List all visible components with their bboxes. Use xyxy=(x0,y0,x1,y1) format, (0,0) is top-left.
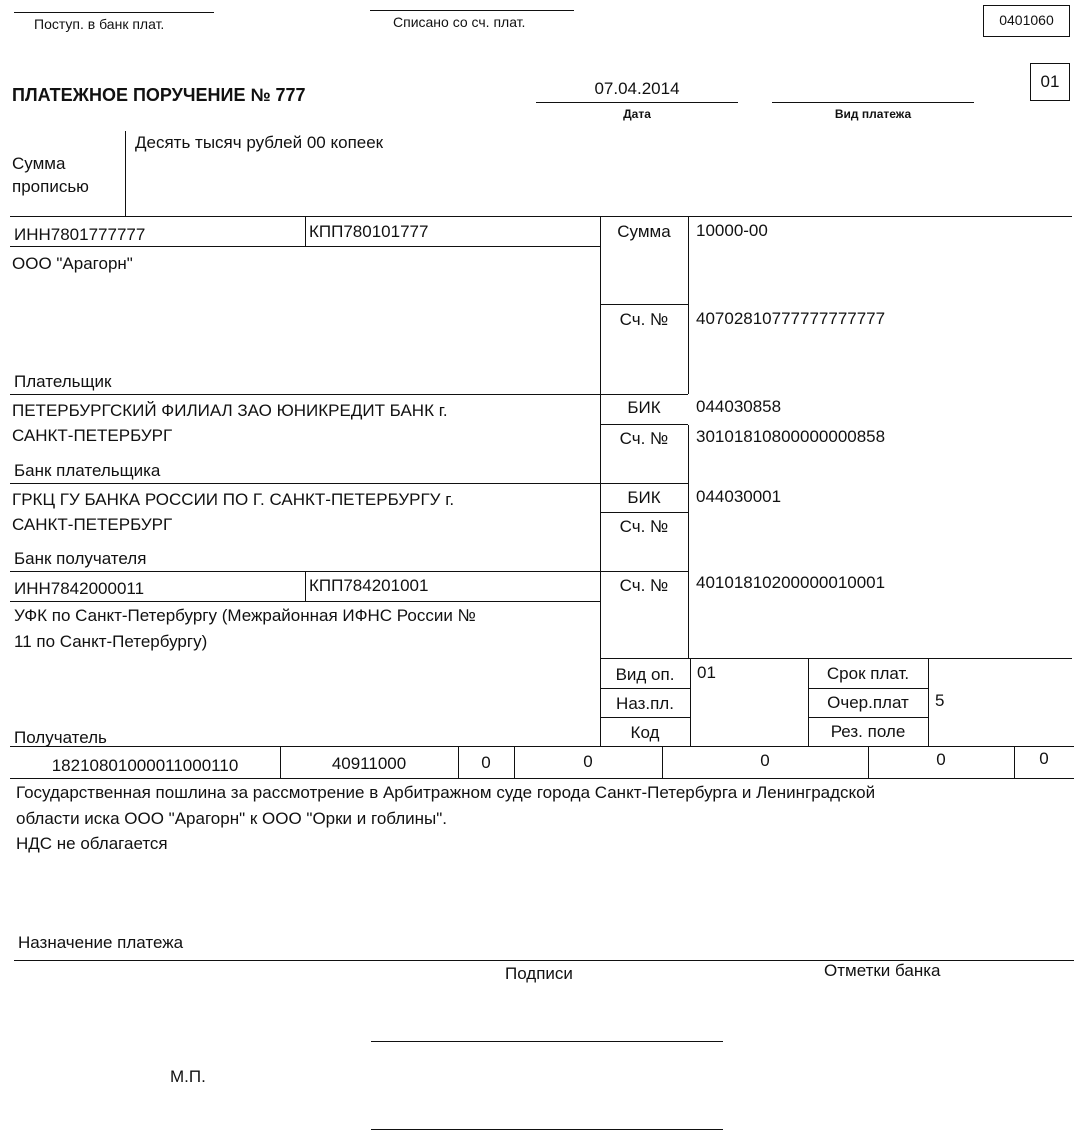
srok-plat-label: Срок плат. xyxy=(826,664,910,683)
tax-doc-date: 0 xyxy=(936,750,946,769)
kod-label: Код xyxy=(630,723,660,742)
payee-kpp: КПП784201001 xyxy=(309,576,429,595)
payer-bank-label: Банк плательщика xyxy=(14,461,161,480)
payee-bank-bik-value: 044030001 xyxy=(696,487,782,506)
date-value: 07.04.2014 xyxy=(594,79,680,98)
amount-value: 10000-00 xyxy=(696,221,768,240)
signature-line-1 xyxy=(371,1041,723,1042)
naz-pl-label: Наз.пл. xyxy=(616,694,674,713)
labels-column-right-1 xyxy=(688,216,689,394)
payee-acc-value: 40101810200000010001 xyxy=(696,573,886,592)
amount-bottom-line xyxy=(600,304,688,305)
payee-bank-bik-line xyxy=(600,512,688,513)
payee-inn-kpp-divider xyxy=(305,571,306,602)
tax-basis: 0 xyxy=(481,753,491,772)
payer-account-value: 40702810777777777777 xyxy=(696,309,886,328)
payer-bottom-line xyxy=(10,394,688,395)
bank-marks-label: Отметки банка xyxy=(824,961,941,980)
operation-row-3-line-right xyxy=(808,717,928,718)
payer-bank-acc-label: Сч. № xyxy=(619,429,669,448)
amount-words-value: Десять тысяч рублей 00 копеек xyxy=(135,133,384,152)
payee-acc-label: Сч. № xyxy=(619,576,669,595)
tax-kbk: 18210801000011000110 xyxy=(51,756,239,775)
received-label: Поступ. в банк плат. xyxy=(34,16,165,32)
purpose-line-1: Государственная пошлина за рассмотрение в Арбитражном суде города Санкт-Петербурга и Ленинградской xyxy=(16,783,876,802)
payee-bank-acc-label: Сч. № xyxy=(619,517,669,536)
tax-type: 0 xyxy=(1039,749,1049,768)
payer-name: ООО "Арагорн" xyxy=(12,254,133,273)
rez-pole-label: Рез. поле xyxy=(830,722,906,741)
payer-inn-kpp-divider xyxy=(305,216,306,247)
purpose-line-3: НДС не облагается xyxy=(16,834,168,853)
payer-label: Плательщик xyxy=(14,372,112,391)
ocher-plat-value: 5 xyxy=(935,691,945,710)
payee-bank-label: Банк получателя xyxy=(14,549,147,568)
payee-name-2: 11 по Санкт-Петербургу) xyxy=(14,632,208,651)
payer-kpp: КПП780101777 xyxy=(309,222,429,241)
amount-label: Сумма xyxy=(617,222,671,241)
payee-bank-name-1: ГРКЦ ГУ БАНКА РОССИИ ПО Г. САНКТ-ПЕТЕРБУРГУ г. xyxy=(12,490,455,509)
status-code: 01 xyxy=(1040,72,1060,91)
payee-label: Получатель xyxy=(14,728,107,747)
operation-row-3-line-left xyxy=(600,717,690,718)
payer-bank-name-2: САНКТ-ПЕТЕРБУРГ xyxy=(12,426,173,445)
date-line xyxy=(536,102,738,103)
payee-bank-name-2: САНКТ-ПЕТЕРБУРГ xyxy=(12,515,173,534)
payee-bank-bik-label: БИК xyxy=(627,488,661,507)
payer-bank-bottom-line xyxy=(10,483,688,484)
payer-bank-bik-label: БИК xyxy=(627,398,661,417)
signatures-label: Подписи xyxy=(505,964,573,983)
payment-type-label: Вид платежа xyxy=(834,107,912,121)
purpose-line-2: области иска ООО "Арагорн" к ООО "Орки и гоблины". xyxy=(16,809,448,828)
stamp-label: М.П. xyxy=(170,1067,206,1086)
purpose-label: Назначение платежа xyxy=(18,933,184,952)
received-line xyxy=(14,12,214,13)
tax-row-top-line xyxy=(10,746,1074,747)
tax-row-bottom-line xyxy=(10,778,1074,779)
payment-type-line xyxy=(772,102,974,103)
operation-top-line xyxy=(600,658,1072,659)
payee-inn: ИНН7842000011 xyxy=(14,579,145,598)
vid-op-value: 01 xyxy=(697,663,716,682)
date-label: Дата xyxy=(623,107,651,121)
debited-line xyxy=(370,10,574,11)
payer-bank-bik-line xyxy=(600,424,688,425)
operation-row-2-line-left xyxy=(600,688,690,689)
grid-top-line xyxy=(10,216,1072,217)
signature-line-2 xyxy=(371,1129,723,1130)
payer-inn: ИНН7801777777 xyxy=(14,225,146,244)
payer-bank-bik-value: 044030858 xyxy=(696,397,782,416)
amount-words-divider xyxy=(125,131,126,216)
debited-label: Списано со сч. плат. xyxy=(393,14,526,30)
operation-row-2-line-right xyxy=(808,688,928,689)
tax-oktmo: 40911000 xyxy=(331,754,407,773)
amount-words-label-2: прописью xyxy=(12,177,89,196)
payer-account-label: Сч. № xyxy=(619,310,669,329)
tax-period: 0 xyxy=(583,752,593,771)
amount-words-label-1: Сумма xyxy=(12,154,66,173)
tax-doc-number: 0 xyxy=(760,751,770,770)
payer-bank-acc-value: 30101810800000000858 xyxy=(696,427,886,446)
payee-bank-bottom-line xyxy=(10,571,688,572)
labels-column-right-3 xyxy=(690,658,691,746)
page-title: ПЛАТЕЖНОЕ ПОРУЧЕНИЕ № 777 xyxy=(12,85,306,105)
ocher-plat-label: Очер.плат xyxy=(827,693,909,712)
vid-op-label: Вид оп. xyxy=(615,665,675,684)
operation-divider-2 xyxy=(928,658,929,746)
payer-bank-name-1: ПЕТЕРБУРГСКИЙ ФИЛИАЛ ЗАО ЮНИКРЕДИТ БАНК г. xyxy=(12,401,448,420)
form-code: 0401060 xyxy=(999,12,1054,28)
labels-column-right-2 xyxy=(688,425,689,658)
payee-name-1: УФК по Санкт-Петербургу (Межрайонная ИФНС России № xyxy=(14,606,476,625)
